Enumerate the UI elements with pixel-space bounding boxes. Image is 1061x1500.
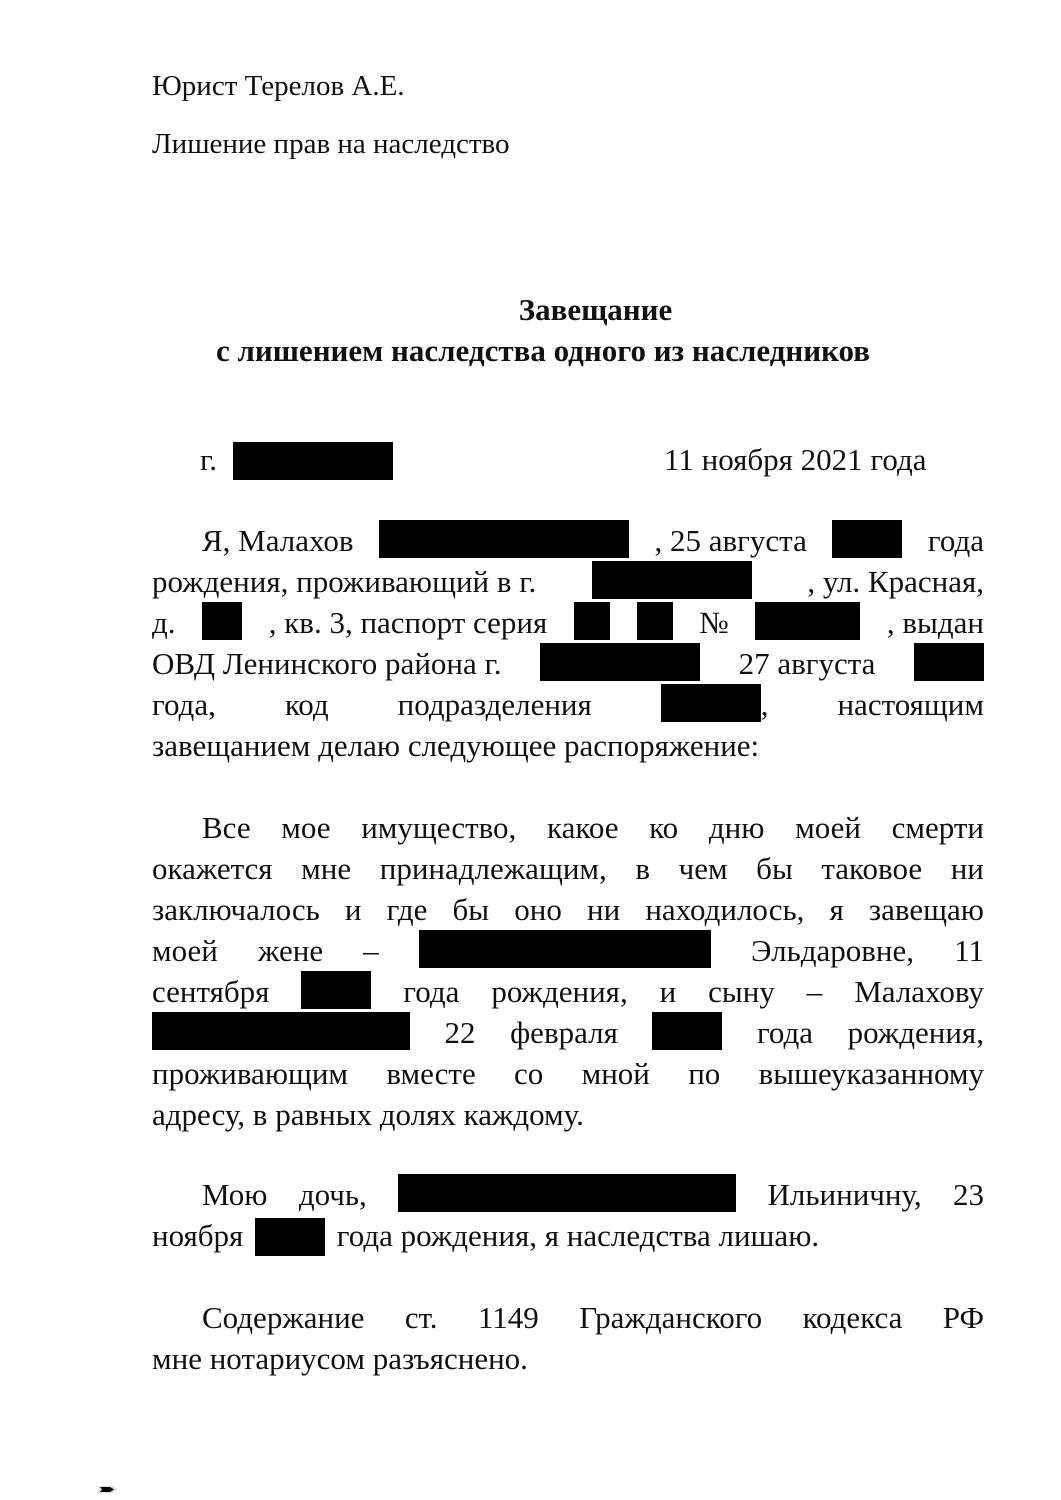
text-word: ноября: [152, 1218, 244, 1253]
text-word: настоящим: [837, 687, 984, 722]
text-word: завещаю: [868, 892, 984, 927]
text-word: кодекса: [802, 1300, 903, 1335]
p1-line-6: завещанием делаю следующее распоряжение:: [152, 728, 760, 763]
p2-line-2: [152, 849, 984, 889]
document-subtitle: с лишением наследства одного из наследников: [216, 333, 871, 368]
text-word: сыну: [708, 974, 775, 1009]
redacted-daughter-name: [398, 1174, 736, 1212]
text-word: рождения, проживающий в г.: [152, 564, 537, 599]
p1-line-2: [152, 562, 984, 602]
p3-line-1: [202, 1175, 984, 1215]
p4-line-1: [202, 1298, 984, 1338]
text-word: бы: [756, 851, 793, 886]
text-word: моей: [795, 810, 861, 845]
text-word: 11: [954, 933, 984, 968]
text-word: таковое: [821, 851, 923, 886]
redacted-residence-city: [592, 561, 752, 599]
p2-line-8: адресу, в равных долях каждому.: [152, 1097, 584, 1132]
text-word: –: [806, 974, 823, 1009]
text-word: где: [386, 892, 428, 927]
p3-line-2: [152, 1216, 819, 1256]
redacted-daughter-birth-year: [255, 1218, 325, 1256]
redacted-issuing-city: [540, 643, 700, 681]
text-word: по: [688, 1056, 721, 1091]
text-word: ,: [760, 687, 769, 722]
text-word: ко: [649, 810, 679, 845]
text-word: Содержание: [202, 1300, 365, 1335]
redacted-son-name: [152, 1012, 410, 1050]
text-word: рождения,: [847, 1015, 984, 1050]
arrow-mark-icon: [94, 1483, 122, 1495]
text-word: имущество,: [361, 810, 517, 845]
redacted-issue-year: [914, 643, 984, 681]
text-word: смерти: [891, 810, 984, 845]
text-word: вышеуказанному: [758, 1056, 984, 1091]
redacted-house-number: [202, 602, 242, 640]
text-word: принадлежащим,: [379, 851, 607, 886]
text-word: заключалось: [152, 892, 320, 927]
redacted-city: [233, 442, 393, 480]
text-word: рождения,: [491, 974, 628, 1009]
text-word: года: [927, 523, 984, 558]
p1-line-3: [152, 603, 984, 643]
p2-line-6: [152, 1013, 984, 1053]
text-word: 27 августа: [738, 646, 876, 681]
text-word: Мою: [202, 1177, 268, 1212]
text-word: мое: [281, 810, 331, 845]
text-word: мне: [301, 851, 352, 886]
text-word: бы: [452, 892, 490, 927]
text-word: в: [635, 851, 651, 886]
redacted-son-birth-year: [652, 1012, 722, 1050]
text-word: находилось,: [645, 892, 805, 927]
redacted-department-code: [661, 684, 761, 722]
text-word: 22: [444, 1015, 476, 1050]
text-word: ст.: [404, 1300, 438, 1335]
text-word: –: [363, 933, 379, 968]
text-word: Эльдаровне,: [751, 933, 914, 968]
text-word: сентября: [152, 974, 270, 1009]
text-word: , ул. Красная,: [807, 564, 984, 599]
p1-line-1: [202, 521, 984, 561]
text-word: ни: [586, 892, 621, 927]
text-word: Все: [202, 810, 251, 845]
text-word: со: [514, 1056, 544, 1091]
text-word: февраля: [510, 1015, 618, 1050]
text-word: дню: [708, 810, 765, 845]
text-word: жене: [258, 933, 324, 968]
document-date: 11 ноября 2021 года: [664, 442, 927, 477]
text-word: код: [284, 687, 329, 722]
p2-line-1: [202, 808, 984, 848]
text-word: и: [344, 892, 362, 927]
redacted-name-patronymic: [379, 520, 629, 558]
redacted-passport-number: [755, 602, 860, 640]
text-word: №: [699, 605, 729, 640]
text-word: РФ: [942, 1300, 984, 1335]
text-word: года,: [152, 687, 216, 722]
document-title: Завещание: [518, 292, 673, 327]
topic-line: Лишение прав на наследство: [152, 128, 510, 160]
text-word: Ильиничну,: [767, 1177, 922, 1212]
text-word: вместе: [386, 1056, 476, 1091]
text-word: ни: [950, 851, 984, 886]
text-word: проживающим: [152, 1056, 349, 1091]
text-word: года рождения, я наследства лишаю.: [336, 1218, 820, 1253]
city-prefix: г.: [200, 442, 217, 477]
text-word: окажется: [152, 851, 273, 886]
city-line: [200, 440, 393, 480]
text-word: и: [659, 974, 677, 1009]
text-word: Малахову: [854, 974, 984, 1009]
p1-line-4: [152, 644, 984, 684]
p2-line-7: [152, 1054, 984, 1094]
text-word: подразделения: [397, 687, 592, 722]
text-word: моей: [152, 933, 218, 968]
text-word: я: [829, 892, 844, 927]
text-word: Я, Малахов: [202, 523, 354, 558]
redacted-wife-birth-year: [301, 971, 371, 1009]
redacted-passport-series-2: [637, 602, 673, 640]
text-word: года: [756, 1015, 814, 1050]
text-word: , кв. 3, паспорт серия: [268, 605, 548, 640]
p2-line-4: [152, 931, 984, 971]
author-line: Юрист Терелов А.Е.: [152, 70, 405, 102]
text-word: дочь,: [298, 1177, 367, 1212]
p4-line-2: мне нотариусом разъяснено.: [152, 1341, 528, 1376]
redacted-passport-series-1: [574, 602, 610, 640]
p1-line-5: [152, 685, 984, 725]
text-word: 23: [953, 1177, 984, 1212]
p2-line-3: [152, 890, 984, 930]
p2-line-5: [152, 972, 984, 1012]
text-word: оно: [514, 892, 562, 927]
text-word: чем: [678, 851, 728, 886]
text-word: года: [403, 974, 460, 1009]
text-word: какое: [547, 810, 619, 845]
text-word: , 25 августа: [654, 523, 807, 558]
text-word: мной: [581, 1056, 650, 1091]
text-word: д.: [152, 605, 176, 640]
redacted-birth-year: [832, 520, 902, 558]
text-word: 1149: [477, 1300, 539, 1335]
text-word: , выдан: [886, 605, 984, 640]
text-word: ОВД Ленинского района г.: [152, 646, 502, 681]
redacted-wife-name: [419, 930, 711, 968]
text-word: Гражданского: [579, 1300, 763, 1335]
